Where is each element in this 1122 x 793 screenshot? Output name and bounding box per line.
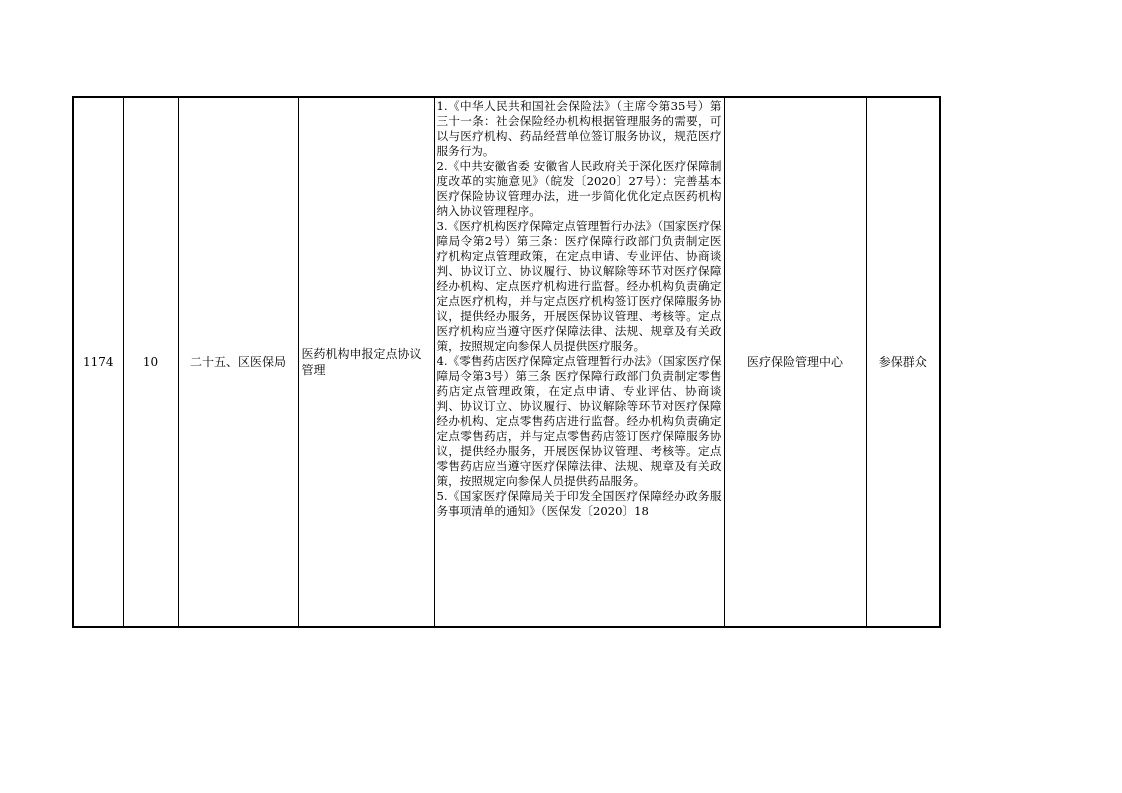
matters-table [72, 96, 941, 628]
department-cell: 二十五、区医保局 [178, 97, 298, 627]
legal-basis-item: 1.《中华人民共和国社会保险法》（主席令第35号）第三十一条：社会保险经办机构根据管理服务的需要，可以与医疗机构、药品经营单位签订服务协议，规范医疗服务行为。 [436, 99, 722, 158]
legal-basis-cell [434, 97, 724, 627]
legal-basis-item: 3.《医疗机构医疗保障定点管理暂行办法》（国家医疗保障局令第2号）第三条：医疗保障行政部门负责制定医疗机构定点管理政策，在定点申请、专业评估、协商谈判、协议订立、协议履行、协议解除等环节对医疗保障经办机构、定点医疗机构进行监督。经办机构负责确定定点医疗机构，并与定点医疗机构签订医疗保障服务协议，提供经办服务，开展医保协议管理、考核等。定点医疗机构应当遵守医疗保障法律、法规、规章及有关政策，按照规定向参保人员提供医疗服务。 [436, 219, 722, 353]
table-row [73, 97, 940, 627]
service-object-cell: 参保群众 [866, 97, 940, 627]
legal-basis-item: 2.《中共安徽省委 安徽省人民政府关于深化医疗保障制度改革的实施意见》（皖发〔2020〕27号）：完善基本医疗保险协议管理办法，进一步简化优化定点医药机构纳入协议管理程序。 [436, 159, 722, 218]
legal-basis-text [437, 99, 722, 626]
matter-name-cell: 医药机构申报定点协议管理 [298, 97, 434, 627]
handling-unit-cell: 医疗保险管理中心 [724, 97, 866, 627]
serial-number-cell: 1174 [73, 97, 123, 627]
legal-basis-item: 4.《零售药店医疗保障定点管理暂行办法》（国家医疗保障局令第3号）第三条 医疗保障行政部门负责制定零售药店定点管理政策，在定点申请、专业评估、协商谈判、协议订立、协议履行、协议解除等环节对医疗保障经办机构、定点零售药店进行监督。经办机构负责确定定点零售药店，并与定点零售药店签订医疗保障服务协议，提供经办服务，开展医保协议管理、考核等。定点零售药店应当遵守医疗保障法律、法规、规章及有关政策，按照规定向参保人员提供药品服务。 [436, 354, 722, 488]
item-number-cell: 10 [123, 97, 178, 627]
legal-basis-item: 5.《国家医疗保障局关于印发全国医疗保障经办政务服务事项清单的通知》（医保发〔2020〕18 [436, 489, 722, 518]
